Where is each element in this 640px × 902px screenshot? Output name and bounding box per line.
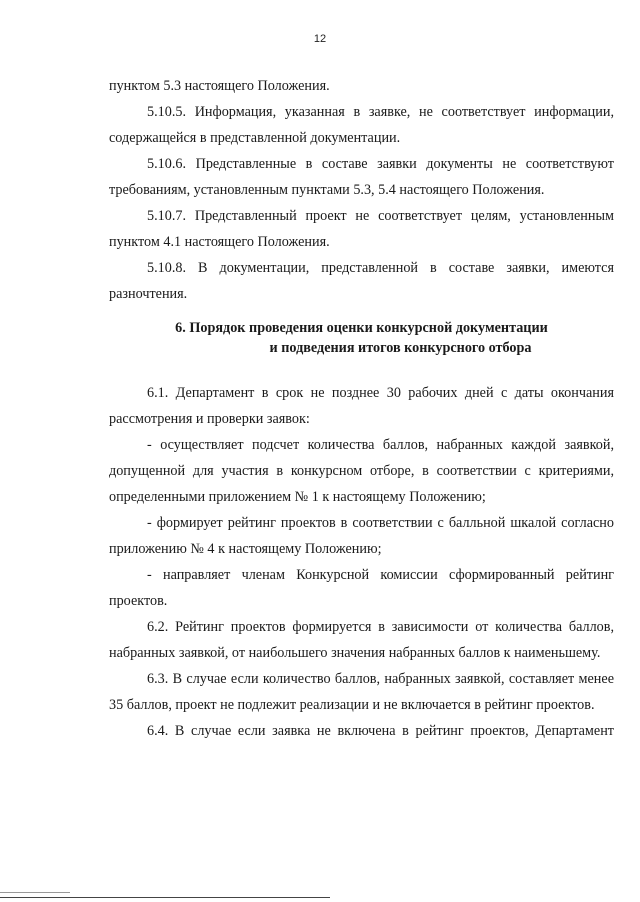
scan-artifact-line: [0, 897, 330, 898]
paragraph-6-3: 6.3. В случае если количество баллов, набранных заявкой, составляет менее 35 баллов, проект не подлежит реализации и не включается в рейтинг проектов.: [109, 671, 614, 713]
paragraph-5-10-7: 5.10.7. Представленный проект не соответствует целям, установленным пунктом 4.1 настоящего Положения.: [109, 208, 614, 250]
paragraph-6-4: 6.4. В случае если заявка не включена в рейтинг проектов, Департамент: [147, 723, 614, 739]
paragraph-6-2: 6.2. Рейтинг проектов формируется в зависимости от количества баллов, набранных заявкой, от наибольшего значения набранных баллов к наименьшему.: [109, 619, 614, 661]
top-text-block: [109, 73, 614, 307]
paragraph-6-1-item-scoring: - осуществляет подсчет количества баллов, набранных каждой заявкой, допущенной для участия в конкурсном отборе, в соответствии с критериями, определенными приложением № 1 к настоящему Положению;: [109, 437, 614, 505]
page-number: 12: [313, 33, 327, 45]
paragraph-6-1: 6.1. Департамент в срок не позднее 30 рабочих дней с даты окончания рассмотрения и проверки заявок:: [109, 385, 614, 427]
section-heading: [109, 318, 614, 358]
paragraph-5-10-8: 5.10.8. В документации, представленной в составе заявки, имеются разночтения.: [109, 260, 614, 302]
paragraph-5-10-6: 5.10.6. Представленные в составе заявки документы не соответствуют требованиям, установленным пунктами 5.3, 5.4 настоящего Положения.: [109, 156, 614, 198]
section-heading-line-1: 6. Порядок проведения оценки конкурсной документации: [175, 320, 548, 336]
paragraph-continuation: пунктом 5.3 настоящего Положения.: [109, 78, 330, 94]
paragraph-6-1-item-rating: - формирует рейтинг проектов в соответствии с балльной шкалой согласно приложению № 4 к настоящему Положению;: [109, 515, 614, 557]
paragraph-5-10-5: 5.10.5. Информация, указанная в заявке, не соответствует информации, содержащейся в представленной документации.: [109, 104, 614, 146]
scan-artifact-dash: [0, 892, 70, 893]
paragraph-6-1-item-send: - направляет членам Конкурсной комиссии сформированный рейтинг проектов.: [109, 567, 614, 609]
section-heading-line-2: и подведения итогов конкурсного отбора: [269, 340, 532, 356]
section-text-block: [109, 380, 614, 744]
